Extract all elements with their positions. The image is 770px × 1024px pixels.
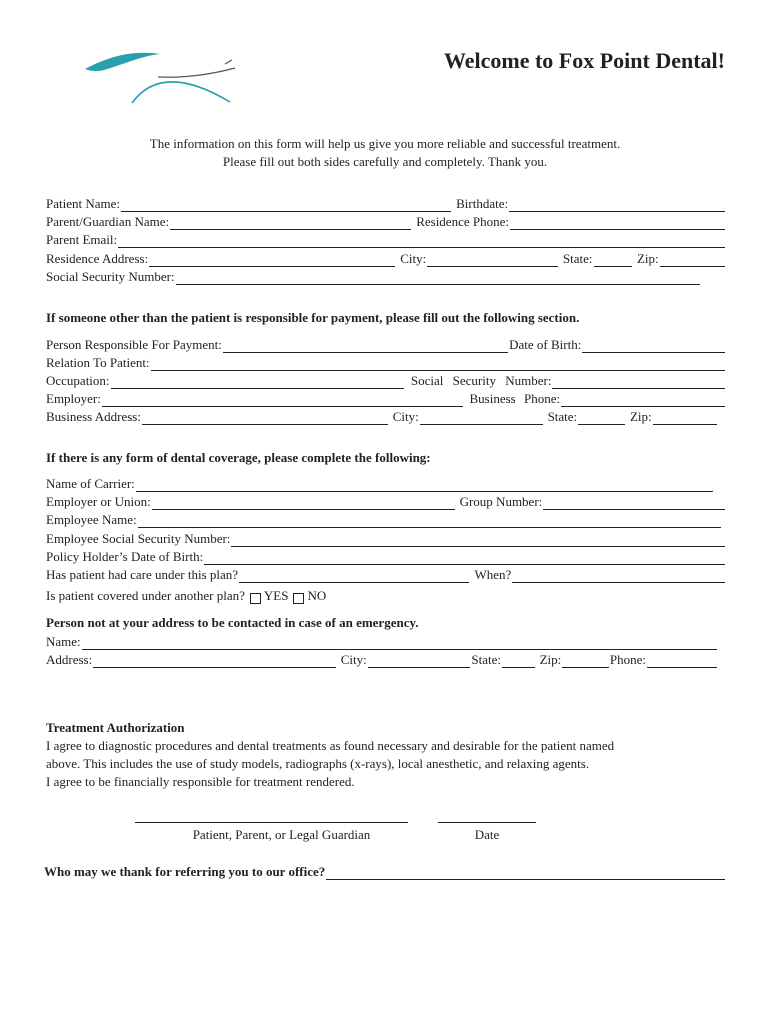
- employee-ssn-field[interactable]: [231, 533, 725, 547]
- relation-label: Relation To Patient:: [46, 355, 150, 370]
- responsible-ssn-field[interactable]: [552, 375, 725, 389]
- logo-wave: [85, 53, 160, 71]
- emergency-city-label: City:: [340, 652, 367, 667]
- residence-address-field[interactable]: [149, 253, 395, 267]
- employer-union-field[interactable]: [152, 496, 455, 510]
- business-address-field[interactable]: [142, 411, 388, 425]
- logo-line-2: [158, 68, 235, 77]
- row-occupation: [46, 371, 726, 389]
- row-emergency-address: [46, 650, 718, 668]
- row-carrier: [46, 474, 714, 492]
- parent-email-field[interactable]: [118, 234, 725, 248]
- referral-label: [44, 864, 325, 880]
- yes-checkbox[interactable]: [250, 593, 261, 604]
- city-label: City:: [400, 251, 427, 266]
- fox-point-logo: [80, 42, 245, 112]
- no-checkbox[interactable]: [293, 593, 304, 604]
- residence-address-label: Residence Address:: [46, 251, 149, 266]
- residence-phone-field[interactable]: [510, 216, 725, 230]
- logo-line-1: [132, 82, 230, 103]
- state-field[interactable]: [594, 253, 632, 267]
- row-business-address: [46, 407, 718, 425]
- group-number-label: Group Number:: [459, 494, 543, 509]
- business-phone-label: Business Phone:: [469, 391, 561, 406]
- logo-tick: [225, 60, 232, 64]
- occupation-label: Occupation:: [46, 373, 110, 388]
- row-parent-email: [46, 230, 726, 248]
- row-employee-ssn: [46, 529, 726, 547]
- responsible-heading: If someone other than the patient is responsible for payment, please fill out the following section.: [46, 310, 580, 325]
- emergency-zip-field[interactable]: [562, 654, 609, 668]
- responsible-person-label: Person Responsible For Payment:: [46, 337, 222, 352]
- emergency-zip-label: Zip:: [539, 652, 562, 667]
- carrier-field[interactable]: [136, 478, 713, 492]
- guardian-name-field[interactable]: [170, 216, 411, 230]
- signature-date-label: Date: [474, 827, 500, 842]
- intro-text: [0, 135, 770, 171]
- emergency-name-field[interactable]: [82, 636, 717, 650]
- business-city-label: City:: [392, 409, 419, 424]
- employee-name-field[interactable]: [138, 514, 721, 528]
- business-zip-field[interactable]: [653, 411, 717, 425]
- holder-dob-field[interactable]: [204, 551, 725, 565]
- state-label: State:: [562, 251, 593, 266]
- signature-date-field[interactable]: [438, 822, 536, 823]
- authorization-text: [46, 737, 736, 791]
- row-emergency-name: [46, 632, 718, 650]
- business-state-field[interactable]: [578, 411, 625, 425]
- signature-field[interactable]: [135, 822, 408, 823]
- emergency-phone-field[interactable]: [647, 654, 717, 668]
- when-label: When?: [474, 567, 512, 582]
- signature-label: Patient, Parent, or Legal Guardian: [192, 827, 371, 842]
- row-employer: [46, 389, 726, 407]
- row-patient-name: [46, 194, 726, 212]
- occupation-field[interactable]: [111, 375, 404, 389]
- business-zip-label: Zip:: [629, 409, 652, 424]
- business-state-label: State:: [547, 409, 578, 424]
- referral-field[interactable]: [326, 866, 725, 880]
- emergency-city-field[interactable]: [368, 654, 471, 668]
- row-guardian: [46, 212, 726, 230]
- yes-label: YES: [263, 588, 289, 603]
- zip-field[interactable]: [660, 253, 725, 267]
- city-field[interactable]: [427, 253, 558, 267]
- relation-field[interactable]: [151, 357, 725, 371]
- authorization-line-2: above. This includes the use of study models, radiographs (x-rays), local anesthetic, and relaxing agents.: [46, 756, 590, 771]
- emergency-name-label: Name:: [46, 634, 81, 649]
- row-holder-dob: [46, 547, 726, 565]
- patient-ssn-label: Social Security Number:: [46, 269, 175, 284]
- page-title: Welcome to Fox Point Dental!: [443, 48, 725, 73]
- emergency-heading: Person not at your address to be contacted in case of an emergency.: [46, 615, 419, 630]
- emergency-address-field[interactable]: [93, 654, 336, 668]
- row-patient-ssn: [46, 267, 701, 285]
- birthdate-field[interactable]: [509, 198, 725, 212]
- employee-name-label: Employee Name:: [46, 512, 137, 527]
- employer-field[interactable]: [102, 393, 463, 407]
- parent-email-label: Parent Email:: [46, 232, 118, 247]
- emergency-state-label: State:: [471, 652, 501, 667]
- row-responsible-person: [46, 335, 726, 353]
- carrier-label: Name of Carrier:: [46, 476, 135, 491]
- no-label: NO: [307, 588, 327, 603]
- referral-question: Who may we thank for referring you to our office?: [44, 864, 326, 879]
- patient-name-field[interactable]: [121, 198, 451, 212]
- row-residence-address: [46, 249, 726, 267]
- emergency-state-field[interactable]: [502, 654, 535, 668]
- intro-line-2: Please fill out both sides carefully and completely. Thank you.: [222, 154, 548, 169]
- business-phone-field[interactable]: [561, 393, 725, 407]
- row-other-plan: [46, 586, 726, 604]
- business-address-label: Business Address:: [46, 409, 141, 424]
- intro-line-1: The information on this form will help us give you more reliable and successful treatment.: [149, 136, 621, 151]
- row-relation: [46, 353, 726, 371]
- had-care-field[interactable]: [239, 569, 469, 583]
- group-number-field[interactable]: [543, 496, 725, 510]
- responsible-person-field[interactable]: [223, 339, 508, 353]
- employer-label: Employer:: [46, 391, 101, 406]
- authorization-line-1: I agree to diagnostic procedures and dental treatments as found necessary and desirable for the patient named: [46, 738, 615, 753]
- emergency-address-label: Address:: [46, 652, 93, 667]
- business-city-field[interactable]: [420, 411, 543, 425]
- row-employer-union: [46, 492, 726, 510]
- responsible-ssn-label: Social Security Number:: [410, 373, 552, 388]
- authorization-heading: Treatment Authorization: [46, 720, 185, 735]
- employer-union-label: Employer or Union:: [46, 494, 151, 509]
- responsible-dob-label: Date of Birth:: [509, 337, 582, 352]
- responsible-dob-field[interactable]: [582, 339, 725, 353]
- when-field[interactable]: [512, 569, 725, 583]
- holder-dob-label: Policy Holder’s Date of Birth:: [46, 549, 204, 564]
- row-employee-name: [46, 510, 722, 528]
- row-had-care: [46, 565, 726, 583]
- authorization-line-3: I agree to be financially responsible for treatment rendered.: [46, 774, 355, 789]
- other-plan-label: Is patient covered under another plan?: [46, 588, 245, 603]
- zip-label: Zip:: [636, 251, 659, 266]
- patient-name-label: Patient Name:: [46, 196, 121, 211]
- employee-ssn-label: Employee Social Security Number:: [46, 531, 231, 546]
- row-referral: [44, 862, 726, 880]
- had-care-label: Has patient had care under this plan?: [46, 567, 239, 582]
- residence-phone-label: Residence Phone:: [416, 214, 509, 229]
- emergency-phone-label: Phone:: [609, 652, 647, 667]
- coverage-heading: If there is any form of dental coverage, please complete the following:: [46, 450, 431, 465]
- patient-ssn-field[interactable]: [176, 271, 700, 285]
- birthdate-label: Birthdate:: [456, 196, 509, 211]
- guardian-name-label: Parent/Guardian Name:: [46, 214, 170, 229]
